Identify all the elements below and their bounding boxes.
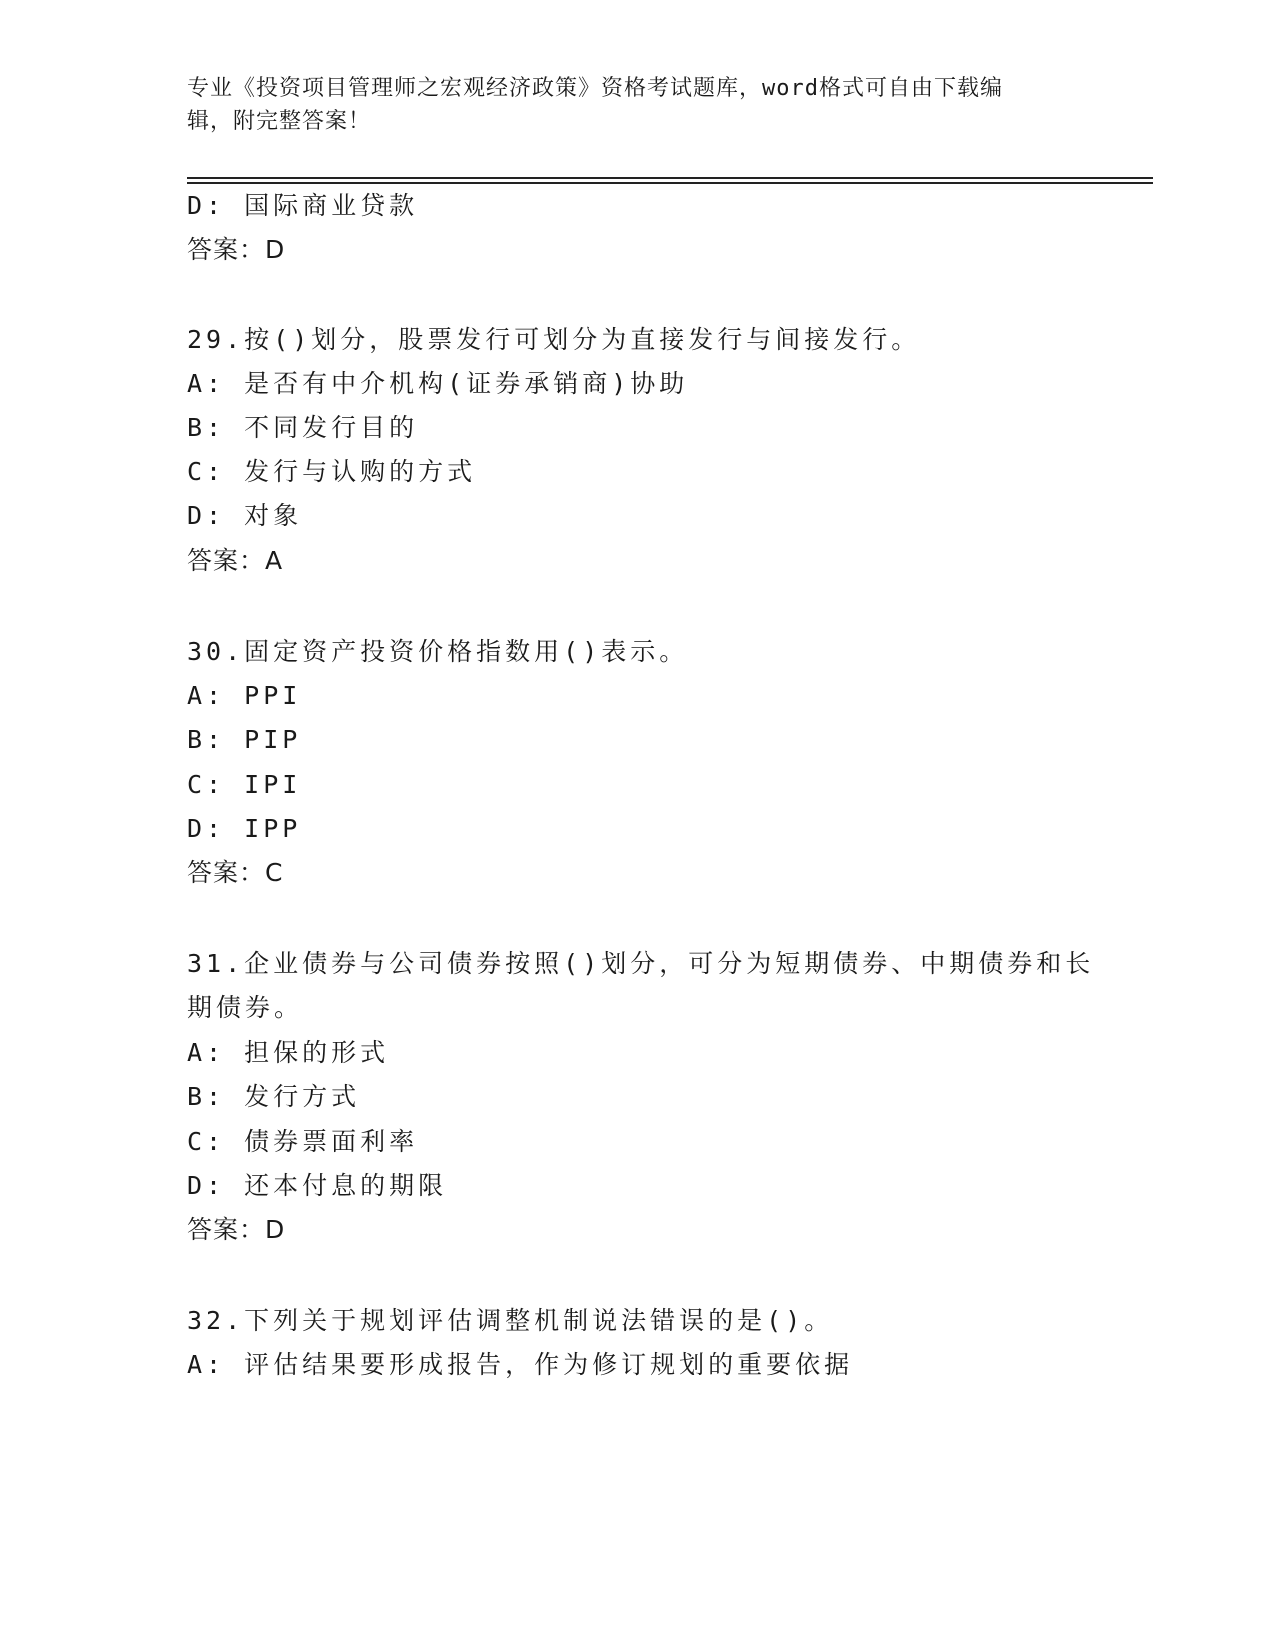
q32-option-a: A: 评估结果要形成报告，作为修订规划的重要依据	[187, 1350, 854, 1379]
q31-option-b: B: 发行方式	[187, 1082, 361, 1111]
q32-stem: 32.下列关于规划评估调整机制说法错误的是()。	[187, 1306, 834, 1335]
q29-option-d: D: 对象	[187, 501, 303, 530]
q30-answer: 答案：C	[187, 858, 284, 887]
header-rule-bottom	[187, 182, 1153, 184]
q31-option-a: A: 担保的形式	[187, 1038, 390, 1067]
document-header	[187, 72, 1087, 138]
q29-option-b: B: 不同发行目的	[187, 413, 419, 442]
q31-stem-line-2: 期债券。	[187, 993, 304, 1022]
q31-option-d: D: 还本付息的期限	[187, 1171, 448, 1200]
q31-stem-line-1: 31.企业债券与公司债券按照()划分，可分为短期债券、中期债券和长	[187, 949, 1095, 978]
header-line-2: 辑，附完整答案！	[187, 109, 372, 134]
q29-option-a: A: 是否有中介机构(证券承销商)协助	[187, 369, 689, 398]
q30-stem: 30.固定资产投资价格指数用()表示。	[187, 637, 689, 666]
q31-answer: 答案：D	[187, 1215, 286, 1244]
q28-option-d: D: 国际商业贷款	[187, 191, 419, 220]
header-line-1: 专业《投资项目管理师之宏观经济政策》资格考试题库，word格式可自由下载编	[187, 76, 1003, 101]
q30-option-b: B: PIP	[187, 725, 302, 754]
q30-option-d: D: IPP	[187, 814, 302, 843]
q31-option-c: C: 债券票面利率	[187, 1127, 419, 1156]
q29-answer: 答案：A	[187, 546, 284, 575]
q28-answer: 答案：D	[187, 235, 286, 264]
q29-option-c: C: 发行与认购的方式	[187, 457, 477, 486]
q30-option-a: A: PPI	[187, 681, 302, 710]
header-rule-top	[187, 177, 1153, 179]
q29-stem: 29.按()划分，股票发行可划分为直接发行与间接发行。	[187, 325, 921, 354]
q30-option-c: C: IPI	[187, 770, 302, 799]
